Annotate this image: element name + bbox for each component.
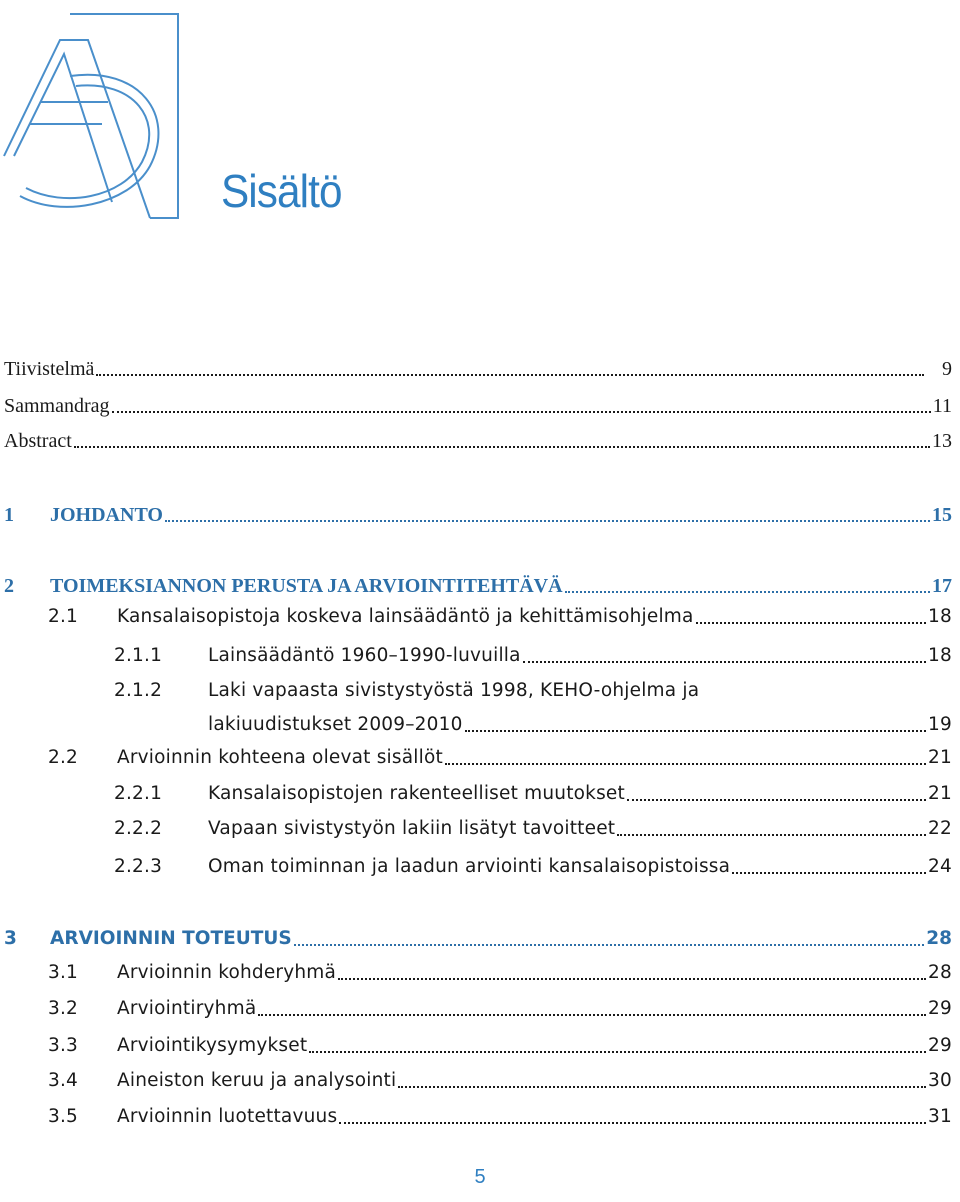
dot-leader [339, 1122, 926, 1124]
toc-entry-label: Arvioinnin kohteena olevat sisällöt [117, 747, 443, 768]
dot-leader [258, 1014, 926, 1016]
toc-entry-label: Laki vapaasta sivistystyöstä 1998, KEHO-ohjelma ja [208, 680, 700, 701]
toc-page-number: 18 [928, 606, 952, 627]
toc-entry-number: 2.2.1 [114, 783, 163, 804]
dot-leader [338, 978, 926, 980]
toc-entry-label: Aineiston keruu ja analysointi [117, 1070, 397, 1091]
toc-entry-tiivistelma[interactable] [4, 354, 952, 384]
dot-leader [523, 661, 926, 663]
toc-page-number: 13 [932, 430, 952, 452]
toc-page-number: 29 [928, 1035, 952, 1056]
toc-page-number: 30 [928, 1070, 952, 1091]
toc-entry-label: Arviointiryhmä [117, 998, 257, 1019]
dot-leader [627, 799, 926, 801]
toc-page-number: 28 [928, 962, 952, 983]
toc-entry-number: 3.1 [48, 962, 79, 983]
dot-leader [96, 374, 924, 376]
toc-subsection-2-1-2-cont[interactable] [208, 710, 952, 740]
toc-section-3-5[interactable] [48, 1102, 952, 1132]
toc-page-number: 24 [928, 856, 952, 877]
toc-page-number: 29 [928, 998, 952, 1019]
toc-entry-number: 3 [4, 928, 17, 949]
page-title: Sisältö [221, 165, 342, 217]
toc-entry-label: TOIMEKSIANNON PERUSTA JA ARVIOINTITEHTÄVÄ [50, 575, 563, 597]
toc-entry-number: 2.2.2 [114, 818, 163, 839]
logo-icon [0, 6, 184, 222]
toc-entry-label: Sammandrag [4, 395, 110, 417]
toc-entry-label: Arviointikysymykset [117, 1035, 308, 1056]
toc-page-number: 17 [932, 575, 952, 597]
toc-page-number: 22 [928, 818, 952, 839]
toc-entry-label: ARVIOINNIN TOTEUTUS [50, 928, 292, 949]
toc-entry-number: 2.2 [48, 747, 79, 768]
toc-section-3-3[interactable] [48, 1031, 952, 1061]
toc-page-number: 9 [942, 358, 952, 380]
toc-entry-label: lakiuudistukset 2009–2010 [208, 714, 463, 735]
toc-entry-number: 1 [4, 504, 14, 526]
toc-entry-abstract[interactable] [4, 426, 952, 456]
toc-section-3-1[interactable] [48, 958, 952, 988]
toc-page-number: 21 [928, 747, 952, 768]
dot-leader [165, 520, 930, 522]
dot-leader [617, 834, 926, 836]
toc-entry-label: Arvioinnin luotettavuus [117, 1106, 338, 1127]
toc-chapter-3[interactable] [4, 924, 952, 954]
toc-entry-number: 3.5 [48, 1106, 79, 1127]
toc-entry-label: Lainsäädäntö 1960–1990-luvuilla [208, 645, 521, 666]
toc-entry-number: 2 [4, 575, 14, 597]
toc-entry-label: Abstract [4, 430, 72, 452]
toc-entry-label: Vapaan sivistystyön lakiin lisätyt tavoitteet [208, 818, 616, 839]
toc-entry-number: 3.2 [48, 998, 79, 1019]
dot-leader [465, 730, 926, 732]
toc-page-number: 31 [928, 1106, 952, 1127]
toc-section-2-2[interactable] [48, 743, 952, 773]
dot-leader [565, 591, 930, 593]
dot-leader [74, 446, 930, 448]
toc-subsection-2-1-1[interactable] [114, 641, 952, 671]
page-number: 5 [474, 1166, 486, 1188]
toc-entry-label: Kansalaisopistojen rakenteelliset muutokset [208, 783, 625, 804]
toc-entry-number: 2.1.1 [114, 645, 163, 666]
toc-page-number: 18 [928, 645, 952, 666]
toc-entry-number: 2.1.2 [114, 680, 163, 701]
toc-entry-number: 3.4 [48, 1070, 79, 1091]
toc-page-number: 15 [932, 504, 952, 526]
toc-section-3-2[interactable] [48, 994, 952, 1024]
toc-subsection-2-1-2[interactable] [114, 676, 952, 706]
toc-subsection-2-2-2[interactable] [114, 814, 952, 844]
toc-entry-label: Tiivistelmä [4, 358, 95, 380]
toc-entry-number: 2.2.3 [114, 856, 163, 877]
toc-chapter-2[interactable] [4, 571, 952, 601]
toc-entry-label: Arvioinnin kohderyhmä [117, 962, 337, 983]
toc-section-3-4[interactable] [48, 1066, 952, 1096]
dot-leader [112, 411, 931, 413]
toc-page-number: 28 [926, 928, 952, 949]
dot-leader [732, 872, 926, 874]
dot-leader [294, 944, 925, 946]
dot-leader [309, 1051, 926, 1053]
toc-entry-number: 3.3 [48, 1035, 79, 1056]
dot-leader [696, 622, 926, 624]
dot-leader [445, 763, 926, 765]
toc-entry-sammandrag[interactable] [4, 391, 952, 421]
toc-chapter-1[interactable] [4, 500, 952, 530]
toc-entry-label: Kansalaisopistoja koskeva lainsäädäntö ja kehittämisohjelma [117, 606, 694, 627]
toc-section-2-1[interactable] [48, 602, 952, 632]
toc-subsection-2-2-1[interactable] [114, 779, 952, 809]
toc-entry-number: 2.1 [48, 606, 79, 627]
toc-page-number: 11 [932, 395, 952, 417]
toc-page-number: 21 [928, 783, 952, 804]
dot-leader [398, 1086, 926, 1088]
toc-page-number: 19 [928, 714, 952, 735]
toc-entry-label: Oman toiminnan ja laadun arviointi kansalaisopistoissa [208, 856, 731, 877]
toc-subsection-2-2-3[interactable] [114, 852, 952, 882]
toc-entry-label: JOHDANTO [50, 504, 163, 526]
